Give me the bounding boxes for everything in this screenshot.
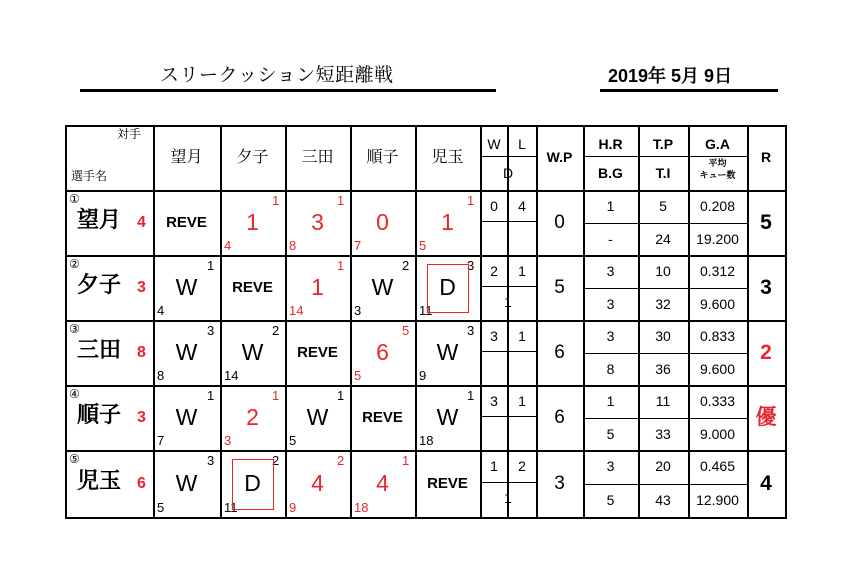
match-left-number: 9 (289, 500, 297, 515)
match-score: 3 (311, 208, 324, 235)
match-win: W (241, 338, 264, 365)
bonus-games: - (608, 230, 613, 247)
match-win: W (175, 469, 198, 496)
draws-count: 1 (504, 489, 512, 506)
reve-cell: REVE (427, 474, 468, 492)
total-points: 10 (655, 263, 671, 279)
match-left-number: 5 (157, 500, 165, 515)
wl-divider (480, 221, 536, 222)
match-left-number: 7 (157, 433, 165, 448)
stats-divider (583, 223, 747, 224)
general-average: 0.465 (699, 458, 736, 474)
total-innings: 43 (655, 491, 671, 508)
wl-divider (480, 482, 536, 483)
losses-count: 1 (518, 393, 526, 409)
player-handicap: 8 (137, 343, 146, 361)
general-average: 0.312 (699, 263, 736, 279)
player-name: 児玉 (77, 468, 122, 494)
player-number: ⑤ (69, 452, 80, 466)
header-w: W (487, 136, 501, 152)
match-score: 1 (441, 208, 454, 235)
header-opponent-2: 夕子 (236, 146, 269, 166)
total-points: 20 (655, 458, 671, 474)
column-divider (153, 125, 155, 517)
bonus-games: 5 (606, 491, 615, 508)
player-number: ③ (69, 322, 80, 336)
match-score: 1 (311, 273, 324, 300)
stats-divider (583, 353, 747, 354)
header-ga: G.A (705, 136, 730, 152)
reve-cell: REVE (232, 278, 273, 296)
player-number: ① (69, 192, 80, 206)
match-left-number: 9 (419, 368, 427, 383)
match-corner-number: 1 (337, 193, 345, 208)
match-corner-number: 1 (272, 193, 280, 208)
player-handicap: 3 (137, 408, 146, 426)
losses-count: 1 (518, 328, 526, 344)
header-bg: B.G (598, 164, 623, 181)
total-innings: 24 (655, 230, 671, 247)
match-left-number: 14 (224, 368, 239, 383)
match-left-number: 8 (157, 368, 165, 383)
match-win: W (371, 273, 394, 300)
player-rank: 4 (760, 471, 772, 495)
header-rank: R (760, 148, 772, 165)
total-points: 30 (655, 328, 671, 344)
match-left-number: 3 (354, 303, 362, 318)
win-points: 0 (554, 211, 565, 233)
player-rank: 優 (755, 404, 777, 429)
wins-count: 1 (490, 458, 498, 474)
reve-cell: REVE (166, 213, 207, 231)
match-draw: D (244, 469, 261, 496)
header-stats-divider (583, 156, 747, 157)
high-run: 1 (606, 393, 615, 409)
high-run: 3 (606, 458, 615, 474)
match-win: W (436, 338, 459, 365)
column-divider (285, 125, 287, 517)
match-draw: D (439, 273, 456, 300)
match-left-number: 5 (289, 433, 297, 448)
wins-count: 3 (490, 328, 498, 344)
player-number: ④ (69, 387, 80, 401)
bonus-games: 3 (606, 295, 615, 312)
header-d: D (502, 164, 514, 181)
losses-count: 2 (518, 458, 526, 474)
column-divider (350, 125, 352, 517)
table-border-right (785, 125, 787, 519)
player-rank: 2 (760, 340, 772, 364)
match-corner-number: 3 (207, 453, 215, 468)
match-score: 1 (246, 208, 259, 235)
match-left-number: 7 (354, 238, 362, 253)
player-handicap: 3 (137, 278, 146, 296)
match-score: 2 (246, 403, 259, 430)
wins-count: 3 (490, 393, 498, 409)
average-cue-count: 12.900 (696, 491, 739, 508)
match-corner-number: 1 (402, 453, 410, 468)
win-points: 3 (554, 472, 565, 494)
column-divider (536, 125, 538, 517)
player-rank: 3 (760, 275, 772, 299)
match-left-number: 4 (157, 303, 165, 318)
high-run: 3 (606, 263, 615, 279)
match-left-number: 8 (289, 238, 297, 253)
match-left-number: 5 (354, 368, 362, 383)
player-number: ② (69, 257, 80, 271)
match-corner-number: 1 (207, 258, 215, 273)
high-run: 3 (606, 328, 615, 344)
bonus-games: 5 (606, 425, 615, 442)
match-corner-number: 1 (337, 258, 345, 273)
total-innings: 36 (655, 360, 671, 377)
total-innings: 33 (655, 425, 671, 442)
draw-box (232, 459, 274, 510)
match-left-number: 11 (419, 303, 433, 318)
average-cue-count: 9.000 (699, 425, 736, 442)
header-opponent-5: 児玉 (431, 146, 464, 166)
stats-divider (583, 484, 747, 485)
page-title: スリークッション短距離戦 (160, 64, 394, 86)
wins-count: 2 (490, 263, 498, 279)
stats-divider (583, 418, 747, 419)
table-border-top (65, 125, 787, 127)
match-win: W (175, 338, 198, 365)
date-underline (600, 89, 778, 92)
match-score: 6 (376, 338, 389, 365)
match-win: W (306, 403, 329, 430)
header-opponent-label: 対手 (117, 127, 142, 141)
player-handicap: 4 (137, 213, 146, 231)
match-corner-number: 1 (272, 388, 280, 403)
bonus-games: 8 (606, 360, 615, 377)
match-left-number: 11 (224, 500, 238, 515)
match-corner-number: 3 (207, 323, 215, 338)
player-name: 三田 (77, 337, 122, 363)
row-divider (65, 190, 785, 192)
header-player-label: 選手名 (71, 169, 108, 183)
header-l: L (518, 136, 526, 152)
header-tp: T.P (652, 136, 674, 152)
column-divider (415, 125, 417, 517)
match-corner-number: 5 (402, 323, 410, 338)
average-cue-count: 9.600 (699, 360, 736, 377)
header-wl-divider (480, 156, 536, 157)
general-average: 0.333 (699, 393, 736, 409)
match-corner-number: 2 (272, 453, 280, 468)
header-hr: H.R (598, 136, 623, 152)
header-wp: W.P (546, 148, 573, 165)
win-points: 6 (554, 406, 565, 428)
match-score: 4 (376, 469, 389, 496)
match-corner-number: 3 (467, 323, 475, 338)
wl-divider (480, 351, 536, 352)
header-ga-sub1: 平均 (708, 158, 727, 169)
row-divider (65, 320, 785, 322)
total-points: 5 (659, 198, 667, 214)
match-corner-number: 3 (467, 258, 475, 273)
title-underline (80, 89, 496, 92)
match-corner-number: 1 (337, 388, 345, 403)
header-ga-sub2: キュー数 (699, 170, 736, 181)
match-corner-number: 2 (337, 453, 345, 468)
match-corner-number: 1 (467, 193, 475, 208)
reve-cell: REVE (362, 408, 403, 426)
total-points: 11 (655, 393, 671, 409)
header-opponent-4: 順子 (366, 146, 399, 166)
wl-divider (480, 416, 536, 417)
draws-count: 1 (504, 293, 512, 310)
match-left-number: 4 (224, 238, 232, 253)
match-left-number: 14 (289, 303, 304, 318)
match-score: 0 (376, 208, 389, 235)
table-border-left (65, 125, 67, 519)
column-divider (747, 125, 749, 517)
high-run: 1 (606, 198, 615, 214)
header-opponent-3: 三田 (301, 146, 334, 166)
row-divider (65, 385, 785, 387)
match-left-number: 18 (419, 433, 434, 448)
wl-divider (480, 286, 536, 287)
total-innings: 32 (655, 295, 671, 312)
header-opponent-1: 望月 (170, 146, 203, 166)
player-handicap: 6 (137, 474, 146, 492)
player-name: 夕子 (77, 272, 122, 298)
match-win: W (436, 403, 459, 430)
match-corner-number: 1 (207, 388, 215, 403)
draw-box (427, 264, 469, 313)
match-score: 4 (311, 469, 324, 496)
row-divider (65, 450, 785, 452)
match-corner-number: 2 (402, 258, 410, 273)
general-average: 0.208 (699, 198, 736, 214)
table-border-bottom (65, 517, 787, 519)
losses-count: 1 (518, 263, 526, 279)
row-divider (65, 255, 785, 257)
header-ti: T.I (655, 164, 671, 181)
general-average: 0.833 (699, 328, 736, 344)
match-win: W (175, 273, 198, 300)
average-cue-count: 9.600 (699, 295, 736, 312)
reve-cell: REVE (297, 343, 338, 361)
match-left-number: 3 (224, 433, 232, 448)
win-points: 5 (554, 276, 565, 298)
wins-count: 0 (490, 198, 498, 214)
match-left-number: 5 (419, 238, 427, 253)
player-name: 望月 (77, 207, 122, 233)
match-corner-number: 2 (272, 323, 280, 338)
match-left-number: 18 (354, 500, 369, 515)
losses-count: 4 (518, 198, 526, 214)
player-name: 順子 (77, 402, 122, 428)
match-win: W (175, 403, 198, 430)
match-corner-number: 1 (467, 388, 475, 403)
average-cue-count: 19.200 (696, 230, 739, 247)
player-rank: 5 (760, 210, 772, 234)
stats-divider (583, 288, 747, 289)
column-divider (220, 125, 222, 517)
win-points: 6 (554, 341, 565, 363)
page-date: 2019年 5月 9日 (608, 66, 733, 86)
